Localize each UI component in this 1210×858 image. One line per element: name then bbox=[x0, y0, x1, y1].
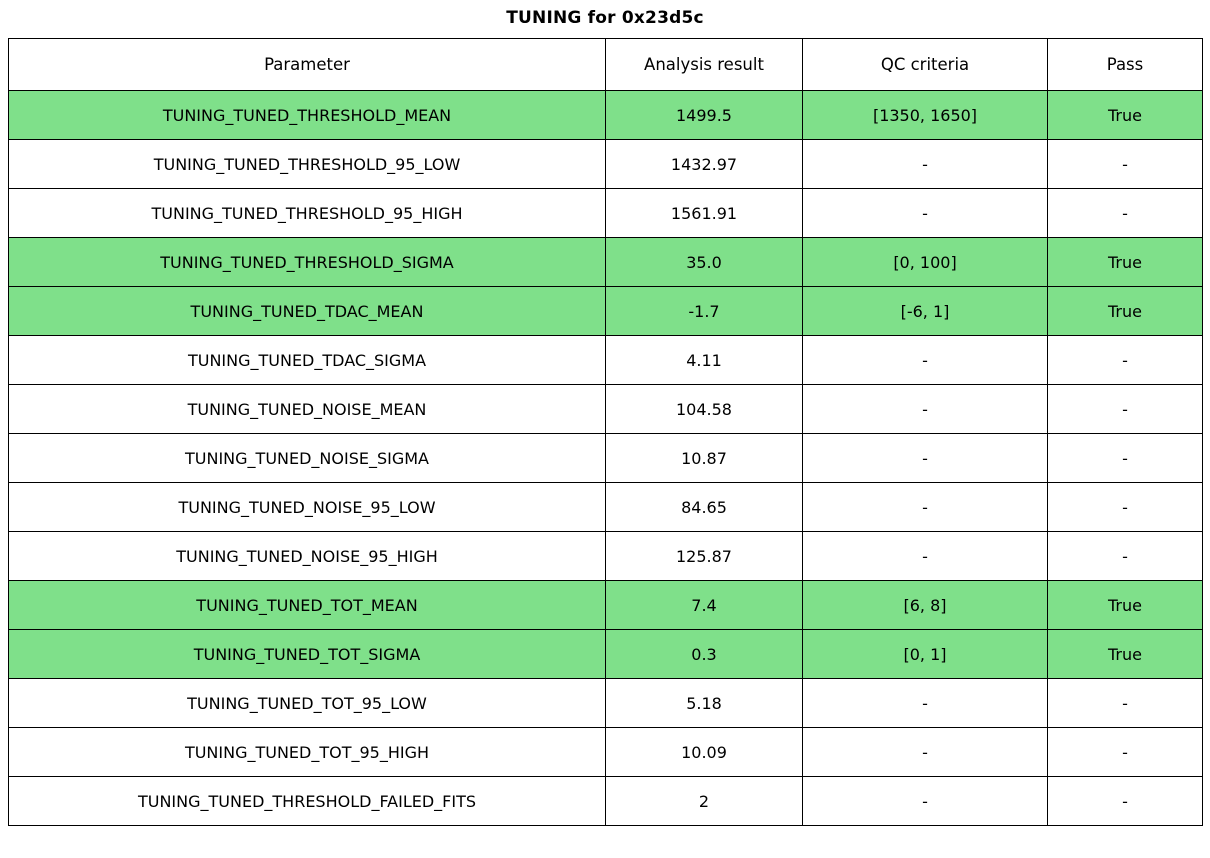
cell-parameter: TUNING_TUNED_TOT_95_LOW bbox=[9, 679, 606, 728]
column-header-pass: Pass bbox=[1048, 39, 1203, 91]
cell-qc-criteria: - bbox=[803, 140, 1048, 189]
cell-analysis-result: 10.87 bbox=[606, 434, 803, 483]
column-header-parameter: Parameter bbox=[9, 39, 606, 91]
cell-analysis-result: 1499.5 bbox=[606, 91, 803, 140]
cell-parameter: TUNING_TUNED_TOT_95_HIGH bbox=[9, 728, 606, 777]
cell-qc-criteria: - bbox=[803, 483, 1048, 532]
cell-pass: - bbox=[1048, 483, 1203, 532]
cell-analysis-result: -1.7 bbox=[606, 287, 803, 336]
cell-qc-criteria: - bbox=[803, 532, 1048, 581]
cell-qc-criteria: [0, 1] bbox=[803, 630, 1048, 679]
cell-parameter: TUNING_TUNED_TOT_SIGMA bbox=[9, 630, 606, 679]
cell-parameter: TUNING_TUNED_THRESHOLD_95_HIGH bbox=[9, 189, 606, 238]
table-row bbox=[9, 777, 1203, 826]
table-row bbox=[9, 532, 1203, 581]
cell-qc-criteria: - bbox=[803, 434, 1048, 483]
table-row bbox=[9, 581, 1203, 630]
cell-pass: True bbox=[1048, 91, 1203, 140]
cell-pass: - bbox=[1048, 777, 1203, 826]
column-header-qc-criteria: QC criteria bbox=[803, 39, 1048, 91]
table-row bbox=[9, 434, 1203, 483]
cell-analysis-result: 10.09 bbox=[606, 728, 803, 777]
cell-analysis-result: 35.0 bbox=[606, 238, 803, 287]
qc-results-table bbox=[8, 38, 1203, 826]
cell-parameter: TUNING_TUNED_NOISE_95_LOW bbox=[9, 483, 606, 532]
cell-pass: - bbox=[1048, 434, 1203, 483]
cell-pass: - bbox=[1048, 140, 1203, 189]
cell-pass: True bbox=[1048, 630, 1203, 679]
table-row bbox=[9, 140, 1203, 189]
cell-parameter: TUNING_TUNED_TDAC_SIGMA bbox=[9, 336, 606, 385]
table-header-row bbox=[9, 39, 1203, 91]
cell-qc-criteria: [-6, 1] bbox=[803, 287, 1048, 336]
cell-qc-criteria: - bbox=[803, 728, 1048, 777]
cell-qc-criteria: - bbox=[803, 336, 1048, 385]
cell-parameter: TUNING_TUNED_THRESHOLD_FAILED_FITS bbox=[9, 777, 606, 826]
cell-analysis-result: 5.18 bbox=[606, 679, 803, 728]
cell-analysis-result: 7.4 bbox=[606, 581, 803, 630]
cell-analysis-result: 125.87 bbox=[606, 532, 803, 581]
table-header bbox=[9, 39, 1203, 91]
cell-parameter: TUNING_TUNED_THRESHOLD_MEAN bbox=[9, 91, 606, 140]
cell-parameter: TUNING_TUNED_NOISE_95_HIGH bbox=[9, 532, 606, 581]
cell-analysis-result: 4.11 bbox=[606, 336, 803, 385]
cell-analysis-result: 84.65 bbox=[606, 483, 803, 532]
table-row bbox=[9, 483, 1203, 532]
table-row bbox=[9, 630, 1203, 679]
cell-qc-criteria: - bbox=[803, 385, 1048, 434]
cell-qc-criteria: [0, 100] bbox=[803, 238, 1048, 287]
table-body bbox=[9, 91, 1203, 826]
cell-parameter: TUNING_TUNED_THRESHOLD_SIGMA bbox=[9, 238, 606, 287]
cell-pass: True bbox=[1048, 581, 1203, 630]
cell-pass: True bbox=[1048, 287, 1203, 336]
cell-analysis-result: 104.58 bbox=[606, 385, 803, 434]
cell-pass: - bbox=[1048, 336, 1203, 385]
cell-qc-criteria: - bbox=[803, 777, 1048, 826]
cell-pass: True bbox=[1048, 238, 1203, 287]
cell-analysis-result: 0.3 bbox=[606, 630, 803, 679]
cell-analysis-result: 1432.97 bbox=[606, 140, 803, 189]
table-row bbox=[9, 287, 1203, 336]
page-title: TUNING for 0x23d5c bbox=[506, 8, 704, 28]
cell-pass: - bbox=[1048, 189, 1203, 238]
cell-parameter: TUNING_TUNED_TOT_MEAN bbox=[9, 581, 606, 630]
cell-parameter: TUNING_TUNED_TDAC_MEAN bbox=[9, 287, 606, 336]
cell-analysis-result: 1561.91 bbox=[606, 189, 803, 238]
cell-qc-criteria: [1350, 1650] bbox=[803, 91, 1048, 140]
cell-parameter: TUNING_TUNED_THRESHOLD_95_LOW bbox=[9, 140, 606, 189]
cell-pass: - bbox=[1048, 385, 1203, 434]
table-row bbox=[9, 189, 1203, 238]
cell-qc-criteria: [6, 8] bbox=[803, 581, 1048, 630]
table-row bbox=[9, 728, 1203, 777]
cell-parameter: TUNING_TUNED_NOISE_SIGMA bbox=[9, 434, 606, 483]
column-header-analysis-result: Analysis result bbox=[606, 39, 803, 91]
cell-analysis-result: 2 bbox=[606, 777, 803, 826]
cell-qc-criteria: - bbox=[803, 679, 1048, 728]
table-row bbox=[9, 238, 1203, 287]
cell-qc-criteria: - bbox=[803, 189, 1048, 238]
table-row bbox=[9, 336, 1203, 385]
table-row bbox=[9, 91, 1203, 140]
cell-pass: - bbox=[1048, 728, 1203, 777]
table-row bbox=[9, 385, 1203, 434]
cell-pass: - bbox=[1048, 532, 1203, 581]
table-row bbox=[9, 679, 1203, 728]
cell-pass: - bbox=[1048, 679, 1203, 728]
cell-parameter: TUNING_TUNED_NOISE_MEAN bbox=[9, 385, 606, 434]
table-container bbox=[0, 38, 1210, 826]
